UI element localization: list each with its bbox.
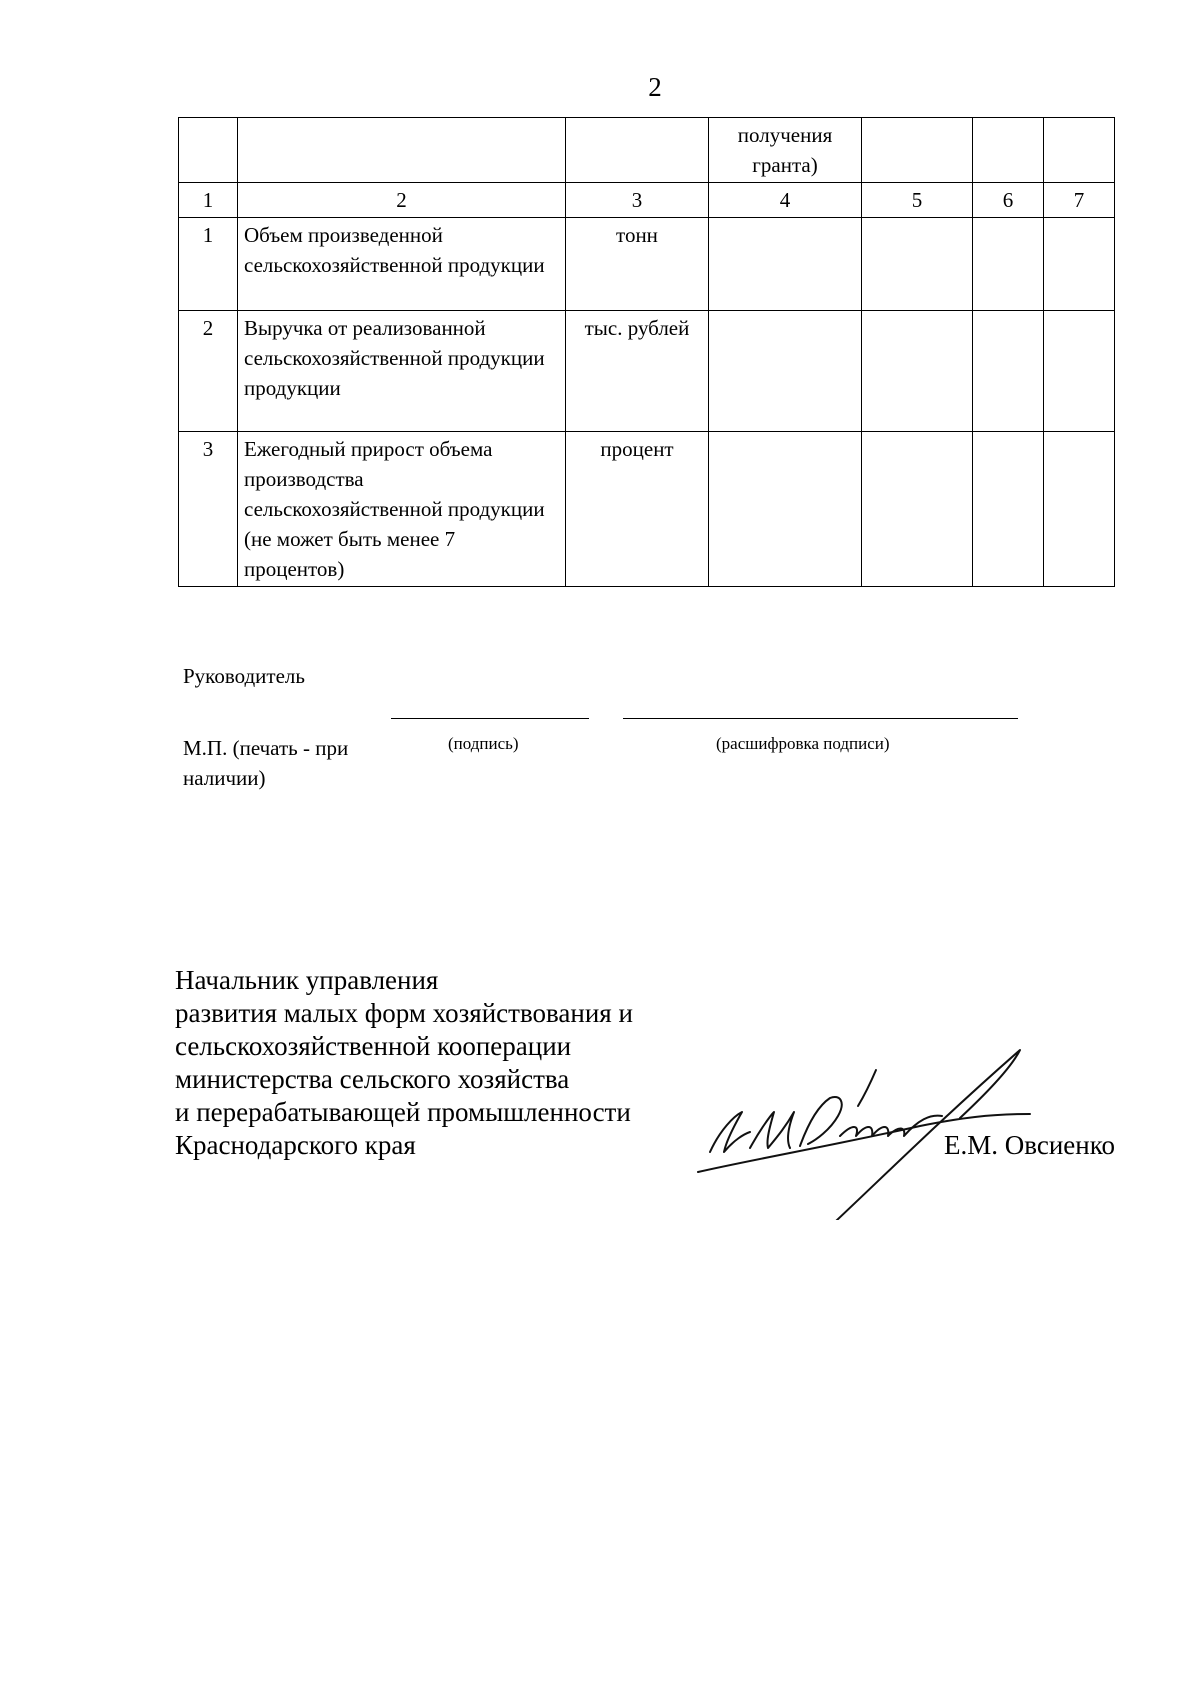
value-cell	[709, 432, 862, 587]
column-number: 7	[1044, 183, 1115, 218]
signer-position-line: сельскохозяйственной кооперации	[175, 1031, 572, 1061]
header-cell-2	[238, 118, 566, 183]
header-cell-1	[179, 118, 238, 183]
table-row	[179, 432, 1115, 587]
header-cell-6	[973, 118, 1044, 183]
signer-position-line: и перерабатывающей промышленности	[175, 1097, 631, 1127]
value-cell	[973, 311, 1044, 432]
header-cell-5	[862, 118, 973, 183]
signature-line	[391, 718, 589, 719]
signer-position-line: развития малых форм хозяйствования и	[175, 998, 633, 1028]
indicator-name: Ежегодный прирост объема производства сельскохозяйственной продукции (не может быть менее 7 процентов)	[238, 432, 566, 587]
value-cell	[709, 218, 862, 311]
stamp-label: М.П. (печать - при наличии)	[183, 736, 349, 790]
value-cell	[973, 218, 1044, 311]
indicator-name: Выручка от реализованной сельскохозяйственной продукции продукции	[238, 311, 566, 432]
column-number: 4	[709, 183, 862, 218]
signer-position-line: Краснодарского края	[175, 1130, 416, 1160]
row-number: 1	[179, 218, 238, 311]
table-row	[179, 311, 1115, 432]
row-number: 3	[179, 432, 238, 587]
header-continuation-row	[179, 118, 1115, 183]
value-cell	[862, 432, 973, 587]
signature-caption: (подпись)	[448, 734, 519, 753]
value-cell	[1044, 311, 1115, 432]
value-cell	[862, 218, 973, 311]
unit-cell: процент	[566, 432, 709, 587]
head-label: Руководитель	[183, 664, 305, 688]
decoding-caption: (расшифровка подписи)	[716, 734, 890, 753]
signer-position-line: министерства сельского хозяйства	[175, 1064, 570, 1094]
header-cell-3	[566, 118, 709, 183]
row-number: 2	[179, 311, 238, 432]
value-cell	[1044, 432, 1115, 587]
column-number: 1	[179, 183, 238, 218]
indicators-table	[178, 117, 1115, 587]
column-number: 6	[973, 183, 1044, 218]
signer-position	[175, 964, 633, 1162]
value-cell	[1044, 218, 1115, 311]
signer-position-line: Начальник управления	[175, 965, 439, 995]
unit-cell: тыс. рублей	[566, 311, 709, 432]
header-cell-4: получения гранта)	[709, 118, 862, 183]
unit-cell: тонн	[566, 218, 709, 311]
table-row	[179, 218, 1115, 311]
value-cell	[862, 311, 973, 432]
header-cell-7	[1044, 118, 1115, 183]
page-number: 2	[648, 72, 662, 102]
column-number-row	[179, 183, 1115, 218]
value-cell	[709, 311, 862, 432]
column-number: 2	[238, 183, 566, 218]
column-number: 5	[862, 183, 973, 218]
decoding-line	[623, 718, 1018, 719]
column-number: 3	[566, 183, 709, 218]
indicator-name: Объем произведенной сельскохозяйственной продукции	[238, 218, 566, 311]
signer-name: Е.М. Овсиенко	[944, 1130, 1115, 1160]
value-cell	[973, 432, 1044, 587]
